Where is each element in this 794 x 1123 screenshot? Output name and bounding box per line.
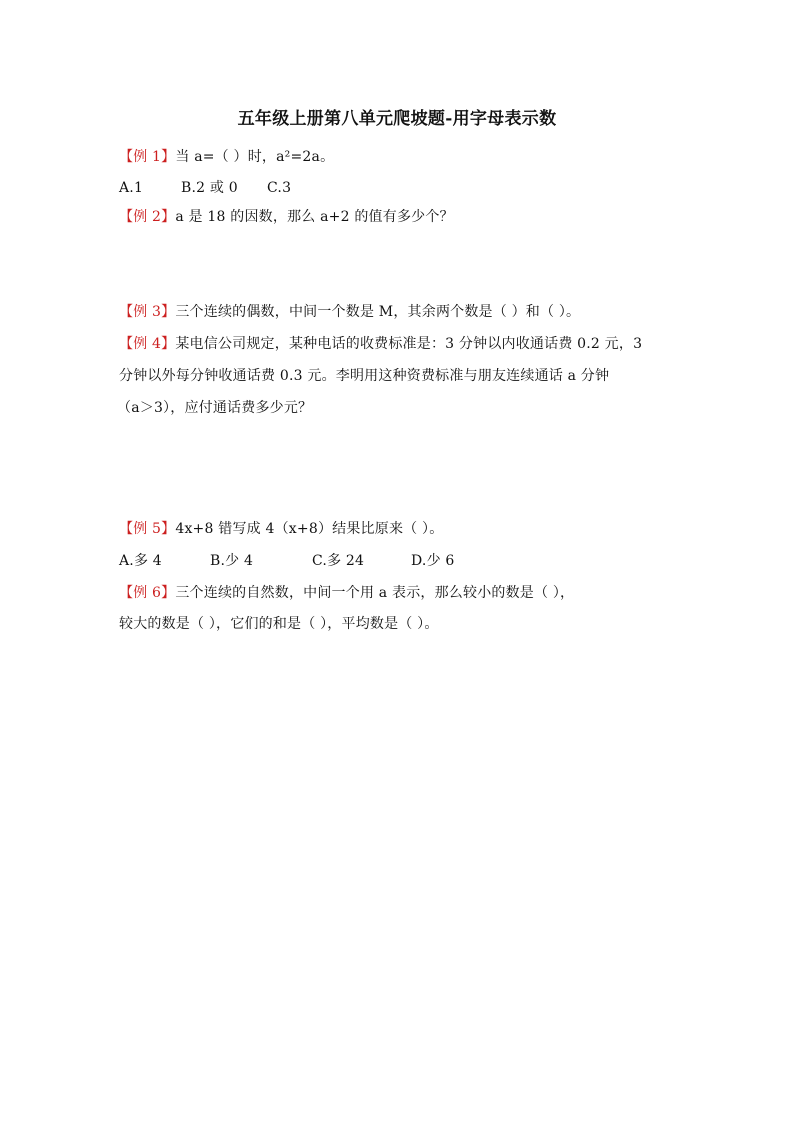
example-5-option-a: A.多 4 xyxy=(119,553,162,569)
example-1-option-c: C.3 xyxy=(267,180,292,196)
example-1-question xyxy=(119,146,334,166)
example-2-tag: 【例 2】 xyxy=(119,209,176,225)
example-1-tag: 【例 1】 xyxy=(119,149,176,165)
example-1-option-b: B.2 或 0 xyxy=(181,180,238,196)
example-2-text: a 是 18 的因数，那么 a+2 的值有多少个？ xyxy=(175,209,454,225)
example-3-question xyxy=(119,301,580,321)
example-5-option-c: C.多 24 xyxy=(312,553,365,569)
example-3-text: 三个连续的偶数，中间一个数是 M，其余两个数是（ ）和（ ）。 xyxy=(175,304,581,320)
example-4-tag: 【例 4】 xyxy=(119,336,176,352)
example-6-text-line-1: 三个连续的自然数，中间一个用 a 表示，那么较小的数是（ ）， xyxy=(175,585,575,601)
example-2-question xyxy=(119,206,454,226)
example-4-question xyxy=(119,333,642,353)
example-4-text-line-1: 某电信公司规定，某种电话的收费标准是：3 分钟以内收通话费 0.2 元，3 xyxy=(175,336,643,352)
example-1-options xyxy=(119,177,291,197)
example-3-tag: 【例 3】 xyxy=(119,304,176,320)
example-6-text-line-2: 较大的数是（ ），它们的和是（ ），平均数是（ ）。 xyxy=(119,616,439,632)
example-5-option-d: D.少 6 xyxy=(411,553,455,569)
example-4-text-line-2: 分钟以外每分钟收通话费 0.3 元。李明用这种资费标准与朋友连续通话 a 分钟 xyxy=(119,368,610,384)
example-5-question xyxy=(119,518,443,538)
example-5-option-b: B.少 4 xyxy=(210,553,254,569)
example-6-tag: 【例 6】 xyxy=(119,585,176,601)
example-4-text-line-3: （a＞3），应付通话费多少元？ xyxy=(117,400,313,416)
example-5-tag: 【例 5】 xyxy=(119,521,176,537)
example-5-options xyxy=(119,550,455,570)
page-title: 五年级上册第八单元爬坡题-用字母表示数 xyxy=(237,109,557,129)
example-1-option-a: A.1 xyxy=(119,180,144,196)
example-6-question xyxy=(119,582,574,602)
example-1-text: 当 a=（ ）时，a²=2a。 xyxy=(175,149,335,165)
example-5-text: 4x+8 错写成 4（x+8）结果比原来（ ）。 xyxy=(175,521,444,537)
